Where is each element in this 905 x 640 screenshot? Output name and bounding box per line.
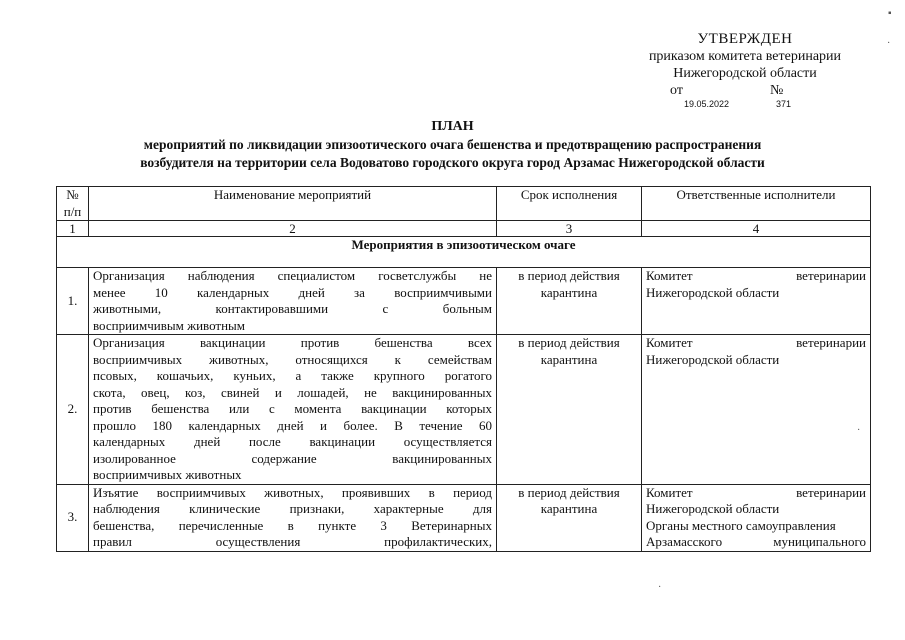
row-responsible: Комитет ветеринарии Нижегородской области — [642, 335, 871, 485]
header-deadline: Срок исполнения — [497, 187, 642, 221]
scan-speck: · — [887, 38, 891, 49]
number-label: № — [770, 83, 784, 98]
scan-speck: · — [658, 582, 662, 593]
index-cell: 3 — [497, 221, 642, 237]
title-subtitle-line-2: возбудителя на территории села Водоватово городского округа город Арзамас Нижегородской области — [140, 155, 765, 170]
approval-line-2: Нижегородской области — [673, 66, 817, 81]
approval-ref-line — [600, 82, 890, 98]
index-cell: 4 — [642, 221, 871, 237]
header-num: № п/п — [57, 187, 89, 221]
document-title — [0, 118, 905, 172]
row-name: Организация наблюдения специалистом госветслужбы не менее 10 календарных дней за восприимчивыми животными, контактировавшими с больным восприимчивым животным — [89, 268, 497, 335]
header-name: Наименование мероприятий — [89, 187, 497, 221]
table-index-row — [57, 221, 871, 237]
approval-caption: УТВЕРЖДЕН — [697, 31, 793, 47]
row-name: Организация вакцинации против бешенства всех восприимчивых животных, относящихся к семействам псовых, кошачьих, куньих, а также крупного рогатого скота, овец, коз, свиней и лошадей, не вакцинированных против бешенства или с момента вакцинации которых прошло 180 календарных дней и более. В течение 60 календарных дней после вакцинации осуществляется изолированное содержание вакцинированных восприимчивых животных — [89, 335, 497, 485]
row-name: Изъятие восприимчивых животных, проявивших в период наблюдения клинические признаки, характерные для бешенства, перечисленные в пункте 3 Ветеринарных правил осуществления профилактических, — [89, 484, 497, 551]
section-row — [57, 237, 871, 268]
row-number: 1. — [57, 268, 89, 335]
row-number: 2. — [57, 335, 89, 485]
row-responsible: Комитет ветеринарии Нижегородской области — [642, 268, 871, 335]
row-deadline: в период действия карантина — [497, 335, 642, 485]
table-header-row — [57, 187, 871, 221]
index-cell: 1 — [57, 221, 89, 237]
table-row — [57, 335, 871, 485]
row-responsible: Комитет ветеринарии Нижегородской области Органы местного самоуправления Арзамасского муниципального — [642, 484, 871, 551]
from-label: от — [670, 83, 683, 98]
plan-table — [56, 186, 871, 552]
table-row — [57, 268, 871, 335]
scan-speck: ▪ — [888, 8, 892, 19]
scan-speck: · — [857, 425, 861, 436]
approval-date-line — [600, 98, 890, 110]
row-deadline: в период действия карантина — [497, 484, 642, 551]
row-number: 3. — [57, 484, 89, 551]
order-number: 371 — [776, 99, 792, 109]
section-title: Мероприятия в эпизоотическом очаге — [57, 237, 871, 268]
order-date: 19.05.2022 — [684, 99, 730, 109]
title-heading: ПЛАН — [431, 119, 474, 134]
title-subtitle-line-1: мероприятий по ликвидации эпизоотического очага бешенства и предотвращению распространения — [143, 137, 762, 152]
index-cell: 2 — [89, 221, 497, 237]
header-responsible: Ответственные исполнители — [642, 187, 871, 221]
row-deadline: в период действия карантина — [497, 268, 642, 335]
approval-block — [600, 31, 890, 110]
approval-line-1: приказом комитета ветеринарии — [648, 49, 842, 64]
table-row — [57, 484, 871, 551]
